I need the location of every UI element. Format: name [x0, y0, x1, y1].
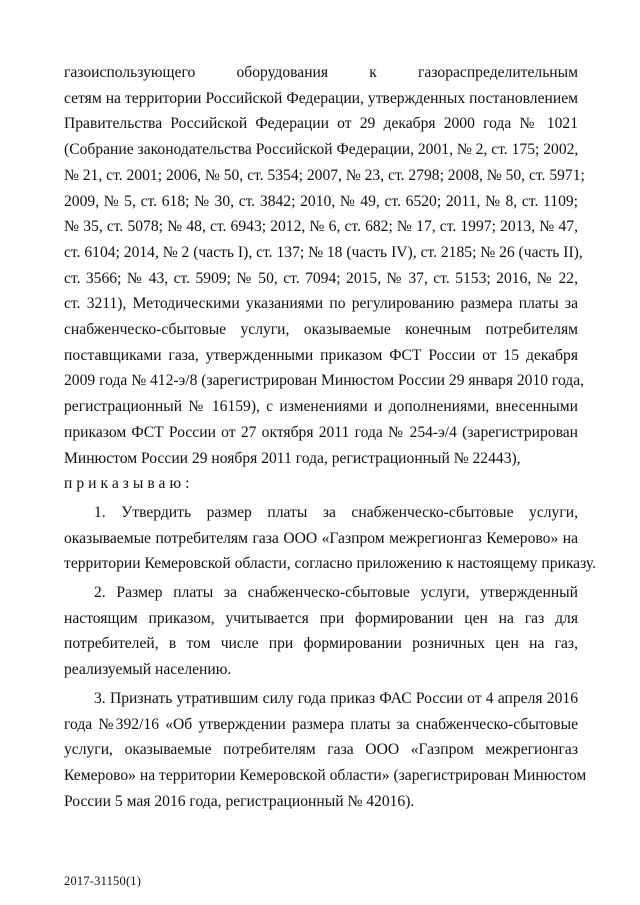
text-line: территории Кемеровской области, согласно приложению к настоящему приказу. — [64, 555, 597, 573]
text-line: настоящим приказом, учитывается при формировании цен на газ для — [64, 609, 578, 627]
text-line: № 21, ст. 2001; 2006, № 50, ст. 5354; 2007, № 23, ст. 2798; 2008, № 50, ст. 5971; — [64, 166, 585, 184]
text-line: Кемерово» на территории Кемеровской области» (зарегистрирован Минюстом — [64, 766, 587, 784]
text-line: ст. 3211), Методическими указаниями по регулированию размера платы за — [64, 295, 578, 313]
text-line: № 35, ст. 5078; № 48, ст. 6943; 2012, № 6, ст. 682; № 17, ст. 1997; 2013, № 47, — [64, 218, 578, 236]
paragraph-legal-basis — [64, 60, 585, 471]
text-line: сетям на территории Российской Федерации, утвержденных постановлением — [64, 89, 578, 107]
order-item-2 — [64, 580, 578, 683]
document-code: 2017-31150(1) — [64, 874, 142, 888]
text-line: 1. Утвердить размер платы за снабженческо-сбытовые услуги, — [94, 503, 578, 521]
text-line: 2. Размер платы за снабженческо-сбытовые услуги, утвержденный — [94, 584, 578, 602]
text-line: снабженческо-сбытовые услуги, оказываемые конечным потребителям — [64, 321, 578, 339]
text-line: ст. 3566; № 43, ст. 5909; № 50, ст. 7094; 2015, № 37, ст. 5153; 2016, № 22, — [64, 269, 578, 287]
text-line: Минюстом России 29 ноября 2011 года, регистрационный № 22443), — [64, 449, 521, 467]
text-line: услуги, оказываемые потребителям газа ООО «Газпром межрегионгаз — [64, 741, 578, 759]
text-line: России 5 мая 2016 года, регистрационный № 42016). — [64, 792, 415, 810]
order-item-1 — [64, 500, 597, 577]
text-line: газоиспользующего оборудования к газораспределительным — [64, 64, 578, 81]
text-line: приказываю: — [64, 475, 194, 493]
text-line: приказом ФСТ России от 27 октября 2011 года № 254-э/4 (зарегистрирован — [64, 423, 578, 441]
text-line: оказываемые потребителям газа ООО «Газпром межрегионгаз Кемерово» на — [64, 529, 578, 547]
text-line: регистрационный № 16159), с изменениями и дополнениями, внесенными — [64, 398, 578, 416]
text-line: 3. Признать утратившим силу года приказ ФАС России от 4 апреля 2016 — [94, 689, 578, 707]
text-line: года №392/16 «Об утверждении размера платы за снабженческо-сбытовые — [64, 715, 578, 733]
order-item-3 — [64, 686, 587, 815]
order-keyword — [64, 471, 578, 497]
text-line: потребителей, в том числе при формировании розничных цен на газ, — [64, 635, 578, 653]
text-line: поставщиками газа, утвержденными приказом ФСТ России от 15 декабря — [64, 346, 578, 364]
text-line: 2009, № 5, ст. 618; № 30, ст. 3842; 2010, № 49, ст. 6520; 2011, № 8, ст. 1109; — [64, 192, 578, 210]
text-line: реализуемый населению. — [64, 661, 232, 679]
text-line: ст. 6104; 2014, № 2 (часть I), ст. 137; № 18 (часть IV), ст. 2185; № 26 (часть II), — [64, 243, 583, 261]
text-line: Правительства Российской Федерации от 29 декабря 2000 года № 1021 — [64, 115, 578, 133]
text-line: 2009 года № 412-э/8 (зарегистрирован Минюстом России 29 января 2010 года, — [64, 372, 585, 390]
text-line: (Собрание законодательства Российской Федерации, 2001, № 2, ст. 175; 2002, — [64, 141, 579, 159]
document-body — [64, 60, 597, 814]
